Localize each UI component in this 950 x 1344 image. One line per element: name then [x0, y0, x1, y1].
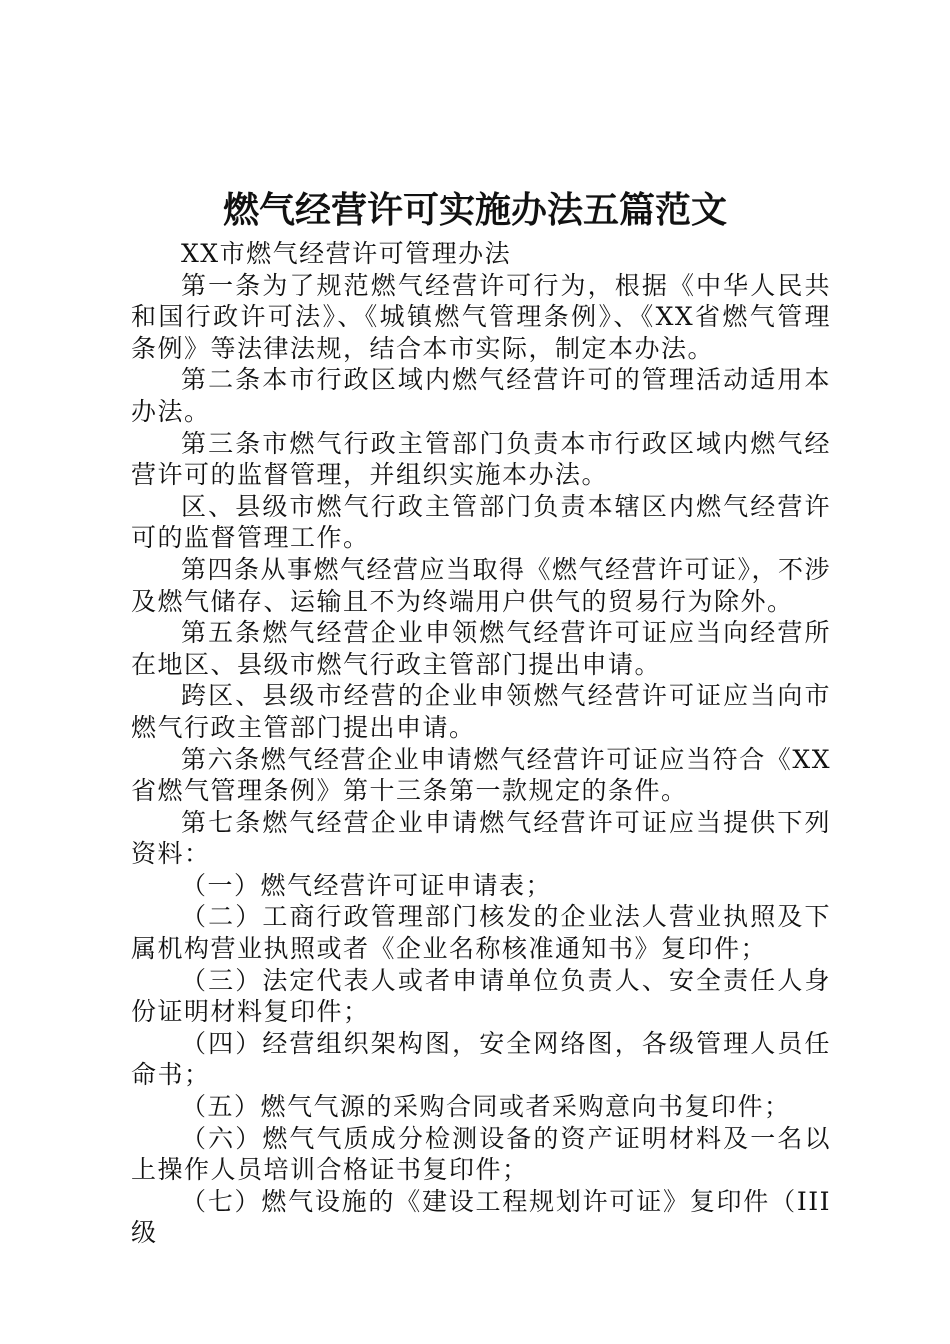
document-body — [131, 238, 831, 1249]
list-item-3: （三）法定代表人或者申请单位负责人、安全责任人身份证明材料复印件； — [131, 965, 831, 1027]
article-2-paragraph: 第二条本市行政区域内燃气经营许可的管理活动适用本办法。 — [131, 365, 831, 426]
list-item-2: （二）工商行政管理部门核发的企业法人营业执照及下属机构营业执照或者《企业名称核准通知书》复印件； — [131, 902, 831, 964]
article-1-paragraph: 第一条为了规范燃气经营许可行为，根据《中华人民共和国行政许可法》、《城镇燃气管理条例》、《XX省燃气管理条例》等法律法规，结合本市实际，制定本办法。 — [131, 270, 831, 363]
article-4-paragraph: 第四条从事燃气经营应当取得《燃气经营许可证》，不涉及燃气储存、运输且不为终端用户供气的贸易行为除外。 — [131, 554, 832, 616]
list-item-5: （五）燃气气源的采购合同或者采购意向书复印件； — [181, 1092, 791, 1122]
article-6-paragraph: 第六条燃气经营企业申请燃气经营许可证应当符合《XX省燃气管理条例》第十三条第一款规定的条件。 — [131, 744, 831, 806]
article-3-paragraph: 第三条市燃气行政主管部门负责本市行政区域内燃气经营许可的监督管理，并组织实施本办法。 — [131, 428, 831, 490]
article-5-paragraph: 第五条燃气经营企业申领燃气经营许可证应当向经营所在地区、县级市燃气行政主管部门提出申请。 — [131, 618, 831, 679]
document-title: 燃气经营许可实施办法五篇范文 — [222, 189, 727, 231]
list-item-6: （六）燃气气质成分检测设备的资产证明材料及一名以上操作人员培训合格证书复印件； — [131, 1123, 831, 1185]
document-heading-paragraph: XX市燃气经营许可管理办法 — [181, 239, 512, 268]
list-item-1: （一）燃气经营许可证申请表； — [181, 870, 553, 900]
list-item-4: （四）经营组织架构图，安全网络图，各级管理人员任命书； — [131, 1028, 831, 1090]
list-item-7: （七）燃气设施的《建设工程规划许可证》复印件（III级 — [131, 1186, 831, 1248]
article-3-sub-paragraph: 区、县级市燃气行政主管部门负责本辖区内燃气经营许可的监督管理工作。 — [131, 491, 831, 553]
article-7-paragraph: 第七条燃气经营企业申请燃气经营许可证应当提供下列资料： — [131, 807, 831, 869]
article-5-sub-paragraph: 跨区、县级市经营的企业申领燃气经营许可证应当向市燃气行政主管部门提出申请。 — [131, 681, 831, 742]
